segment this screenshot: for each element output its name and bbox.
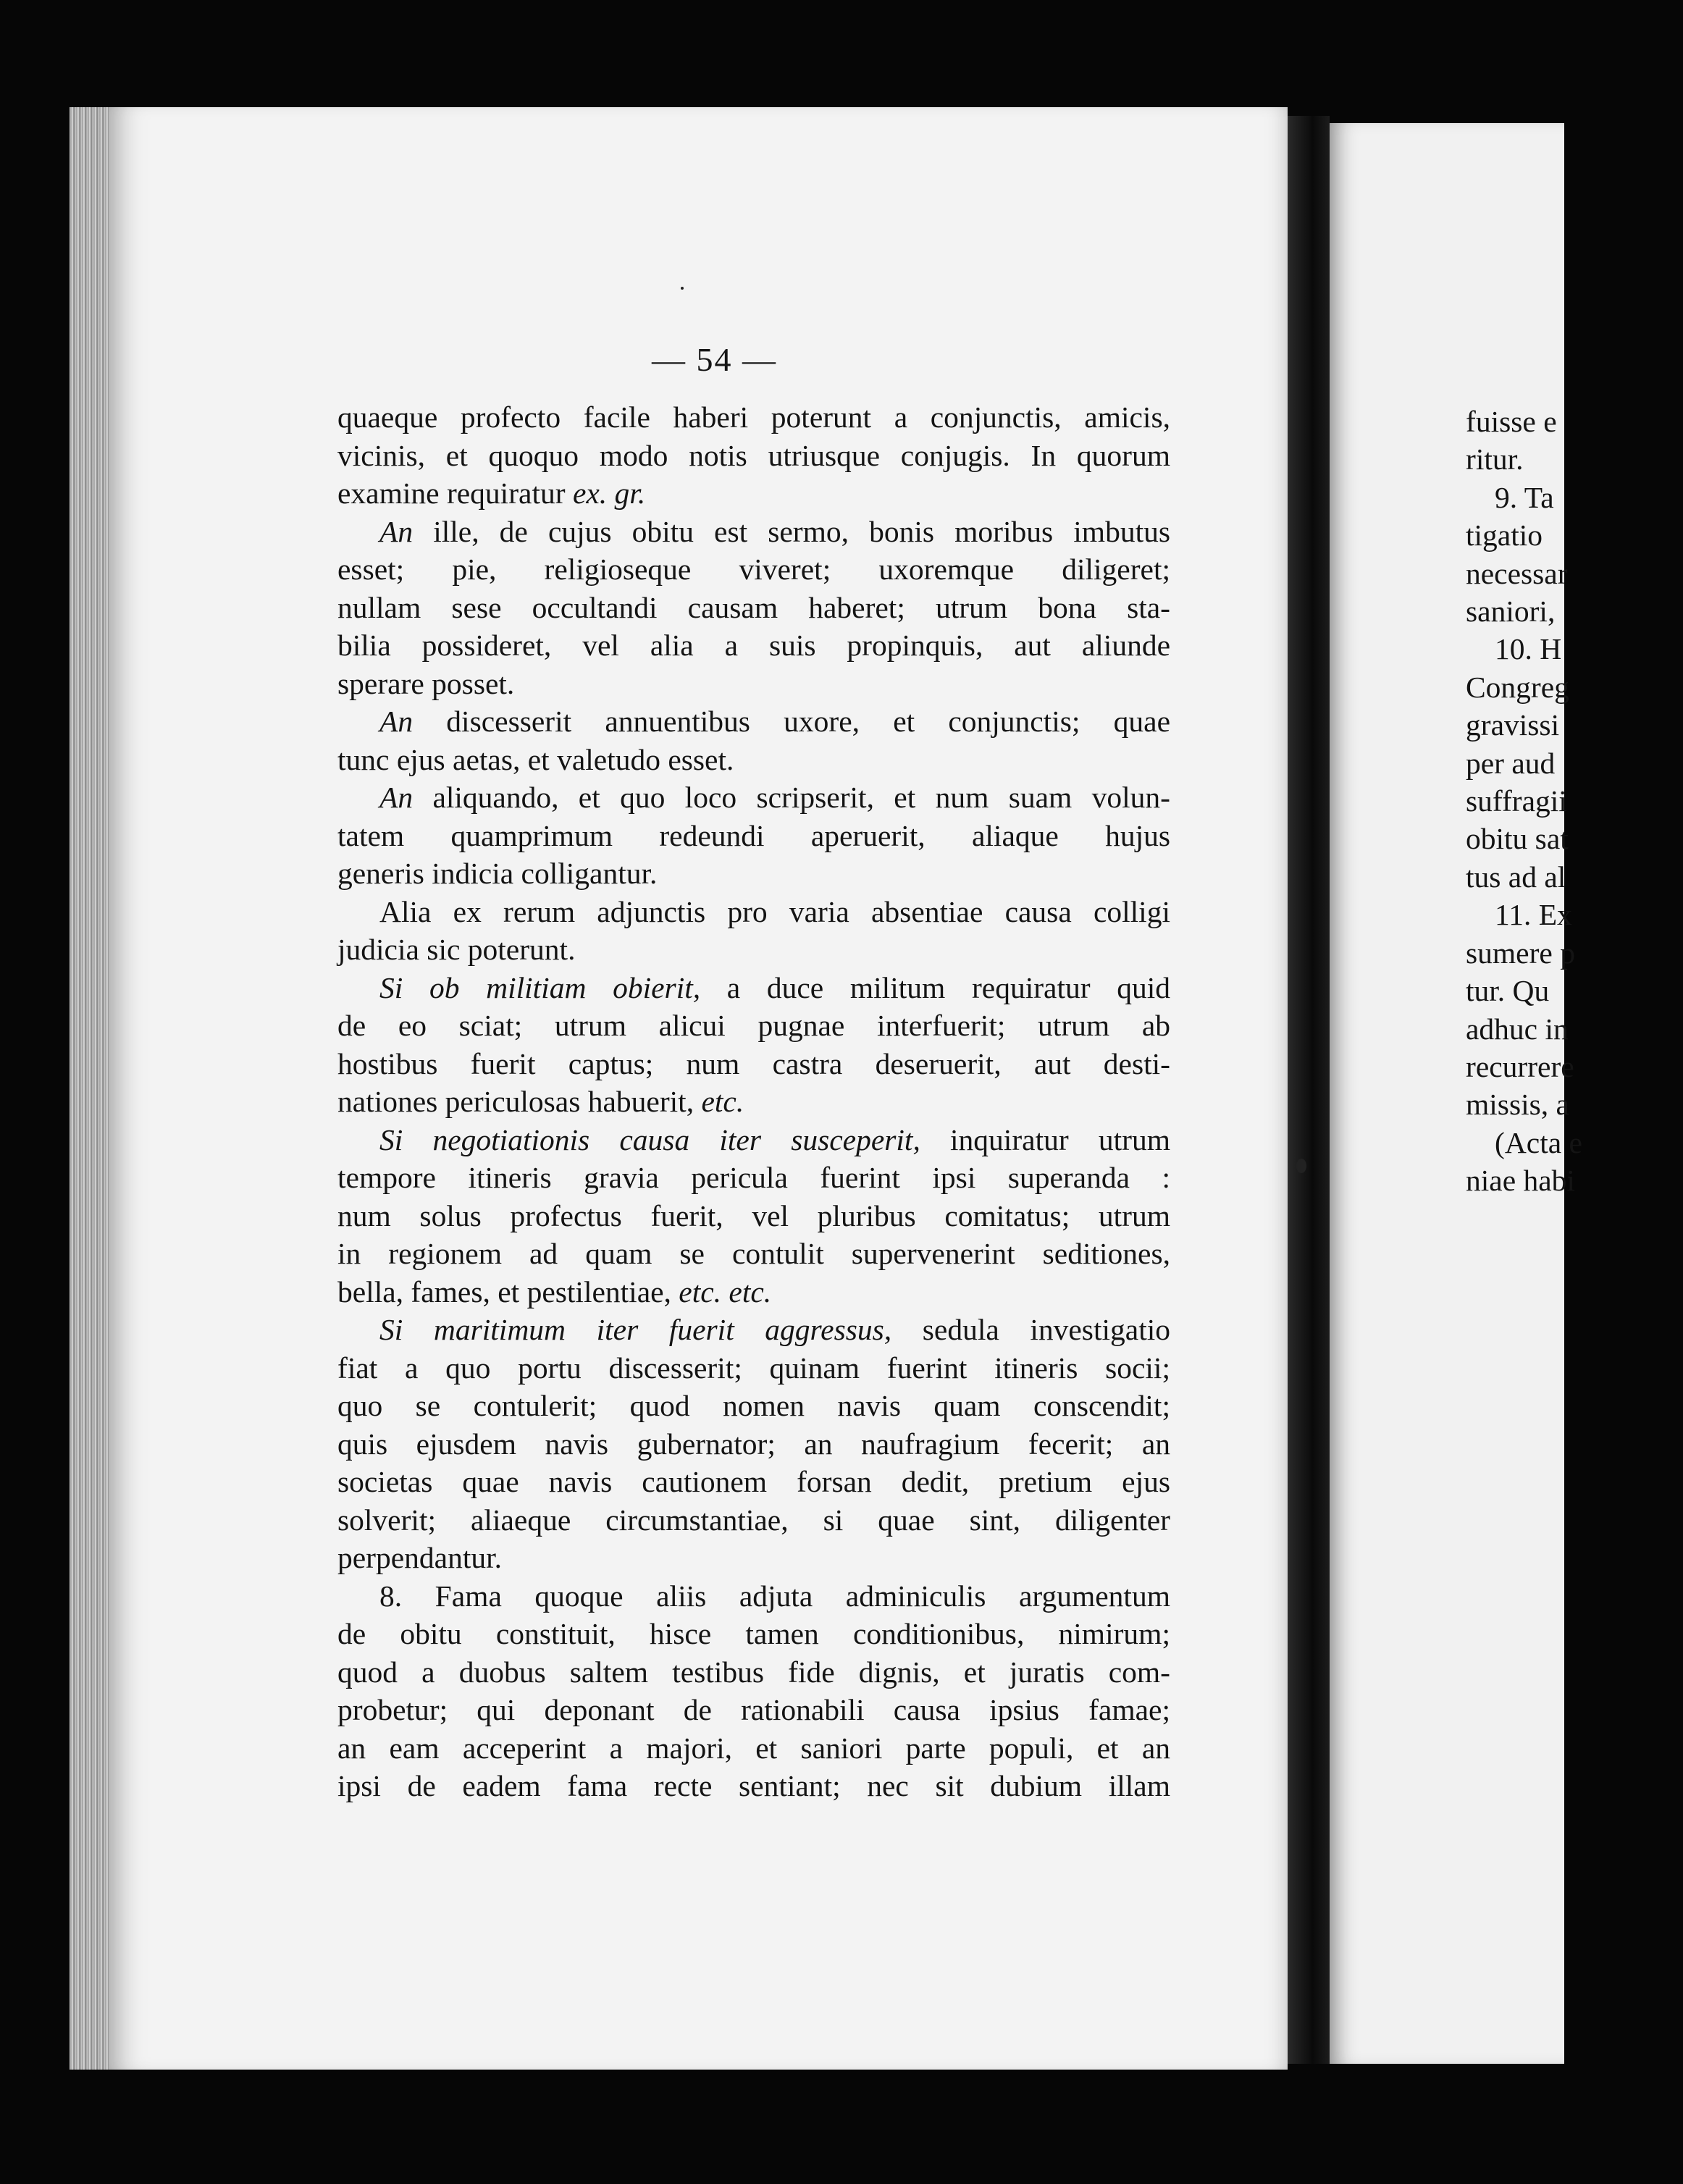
text-line [337,1767,1170,1805]
text-segment: generis indicia colligantur. [337,857,658,890]
fragment-line: 11. Ex [1495,898,1572,932]
text-segment: bella, fames, et pestilentiae, [337,1274,679,1309]
text-line [337,1007,1170,1045]
text-segment: judicia sic poterunt. [337,933,576,966]
text-line [337,1273,1170,1311]
fragment-line: suffragii [1466,784,1567,818]
text-line [337,1653,1170,1692]
page-number: — 54 — [652,341,777,378]
text-line [337,778,1170,817]
fragment-line: ritur. [1466,442,1524,476]
text-segment: societas quae navis cautionem forsan dedit, pretium ejus [337,1465,1170,1498]
text-segment: 8. Fama quoque aliis adjuta adminiculis argumentum [379,1579,1170,1613]
fragment-line: niae habi [1466,1164,1575,1198]
fragment-line: recurrere [1466,1049,1574,1083]
text-line [337,626,1170,665]
text-segment: esset; pie, religioseque viveret; uxoremque diligeret; [337,553,1170,586]
text-segment: vicinis, et quoquo modo notis utriusque conjugis. In quorum [337,438,1170,472]
text-segment: an eam acceperint a majori, et saniori parte populi, et an [337,1731,1170,1765]
text-line [337,741,1170,779]
text-segment: in regionem ad quam se contulit supervenerint seditiones, [337,1237,1170,1270]
text-line [337,1311,1170,1349]
text-line [337,1387,1170,1425]
text-segment: num solus profectus fuerit, vel pluribus comitatus; utrum [337,1198,1170,1232]
text-segment: quo se contulerit; quod nomen navis quam conscendit; [337,1389,1170,1422]
fragment-line: necessar [1466,556,1568,590]
text-segment: fiat a quo portu discesserit; quinam fuerint itineris socii; [337,1351,1170,1385]
italic-segment: etc. etc. [679,1274,772,1309]
text-line [337,1425,1170,1463]
text-segment: Alia ex rerum adjunctis pro varia absentiae causa colligi [379,894,1170,928]
text-line [337,1349,1170,1387]
text-segment: de eo sciat; utrum alicui pugnae interfuerit; utrum ab [337,1009,1170,1042]
text-line [337,1159,1170,1197]
text-segment: tempore itineris gravia pericula fuerint ipsi superanda : [337,1161,1170,1194]
fragment-line: tur. Qu [1466,974,1550,1008]
text-segment: solverit; aliaeque circumstantiae, si quae sint, diligenter [337,1503,1170,1537]
italic-segment: Si ob militiam obierit, [379,970,701,1004]
fragment-line: tigatio [1466,518,1543,553]
text-segment: sedula investigatio [891,1313,1170,1346]
fragment-line: gravissi [1466,708,1560,742]
fragment-line: sumere p [1466,936,1575,970]
text-segment: ipsi de eadem fama recte sentiant; nec sit dubium illam [337,1769,1170,1802]
fragment-line: (Acta e [1495,1125,1582,1159]
text-line [337,1501,1170,1540]
italic-segment: etc. [701,1085,744,1118]
fragment-line: 10. H [1495,632,1562,666]
fragment-line: adhuc in [1466,1012,1569,1046]
fragment-line: tus ad al [1466,860,1566,894]
text-segment: quod a duobus saltem testibus fide dignis, et juratis com- [337,1655,1170,1689]
text-line [337,969,1170,1007]
text-line [337,398,1170,437]
text-line [337,1577,1170,1616]
text-segment: ille, de cujus obitu est sermo, bonis moribus imbutus [413,514,1170,548]
fragment-line: saniori, [1466,595,1556,629]
text-line [337,1729,1170,1768]
scan-speck [681,287,684,290]
text-line [337,931,1170,969]
italic-segment: Si maritimum iter fuerit aggressus, [379,1313,892,1346]
text-segment: quis ejusdem navis gubernator; an naufragium fecerit; an [337,1427,1170,1461]
text-line [337,854,1170,893]
text-line [337,1235,1170,1273]
text-line [337,1463,1170,1501]
fragment-line: 9. Ta [1495,480,1554,514]
text-line [337,893,1170,931]
fragment-line: Congreg [1466,670,1569,704]
italic-segment: Si negotiationis causa iter susceperit, [379,1122,920,1156]
text-segment: sperare posset. [337,666,515,700]
italic-segment: An [379,514,414,548]
text-segment: inquiratur utrum [920,1122,1170,1156]
text-segment: a duce militum requiratur quid [700,970,1171,1004]
fragment-line: fuisse e [1466,405,1557,438]
fragment-line: per aud [1466,746,1556,780]
main-text-block [337,398,1170,1805]
italic-segment: An [379,705,414,738]
right-page-text-fragment [1466,403,1683,1200]
italic-segment: ex. gr. [572,476,646,510]
text-segment: de obitu constituit, hisce tamen conditionibus, nimirum; [337,1617,1170,1650]
text-segment: perpendantur. [337,1541,503,1574]
text-segment: bilia possideret, vel alia a suis propinquis, aut aliunde [337,629,1170,662]
text-segment: discesserit annuentibus uxore, et conjunctis; quae [413,705,1170,738]
italic-segment: An [379,781,414,814]
text-segment: nullam sese occultandi causam haberet; utrum bona sta- [337,590,1170,624]
text-segment: probetur; qui deponant de rationabili causa ipsius famae; [337,1693,1170,1726]
text-line [337,1691,1170,1729]
text-segment: aliquando, et quo loco scripserit, et num suam volun- [413,781,1170,814]
book-gutter [1288,116,1330,2064]
scan-speck [1296,1159,1306,1173]
text-segment: examine requiratur [337,476,573,510]
text-line [337,513,1170,551]
fragment-line: obitu sat [1466,822,1569,856]
text-line [337,437,1170,475]
text-line [337,589,1170,627]
text-line [337,1615,1170,1653]
text-segment: tatem quamprimum redeundi aperuerit, aliaque hujus [337,818,1170,852]
text-line [337,1083,1170,1121]
text-segment: hostibus fuerit captus; num castra deseruerit, aut desti- [337,1046,1170,1080]
text-line [337,1197,1170,1235]
text-line [337,1045,1170,1083]
text-segment: nationes periculosas habuerit, [337,1085,702,1118]
text-line [337,665,1170,703]
text-line [337,817,1170,855]
text-line [337,702,1170,741]
text-segment: quaeque profecto facile haberi poterunt a conjunctis, amicis, [337,400,1170,434]
text-line [337,550,1170,589]
text-line [337,1121,1170,1159]
text-segment: tunc ejus aetas, et valetudo esset. [337,742,734,776]
fragment-line: missis, a [1466,1088,1569,1122]
text-line [337,474,1170,513]
text-line [337,1539,1170,1577]
